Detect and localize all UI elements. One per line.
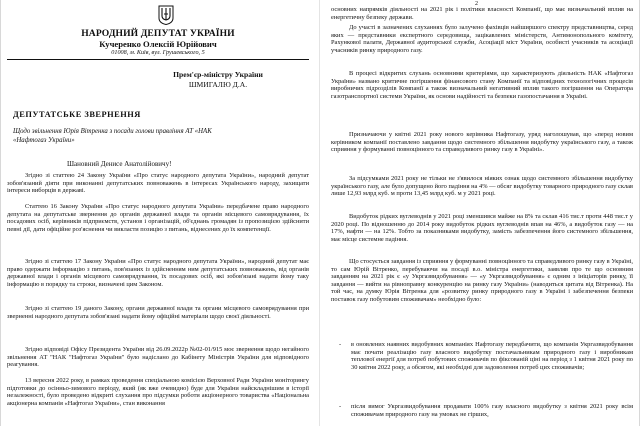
addressee-role: Прем'єр-міністру України (173, 70, 263, 79)
right-paragraph: Призначаючи у квітні 2021 року нового керівника Нафтогазу, уряд наголошував, що «перед новим керівником компанії поставлено завдання щодо системного збільшення видобутку українського газу, а також сприяння у формуванні повноцінного та справедливого ринку газу в Україні». (331, 131, 633, 154)
bullet-item: після вимог Укргазвидобування продавати 100% газу власного видобутку з квітня 2021 року всім споживачам природного газу на умовах не гірших, (351, 403, 633, 418)
greeting: Шановний Денисе Анатолійовичу! (67, 160, 172, 168)
letterhead-divider (7, 59, 309, 60)
letterhead-name: Кучеренко Олексій Юрійович (99, 39, 217, 49)
left-paragraph: Статтею 16 Закону України «Про статус народного депутата України» передбачене право народного депутата на депутатське звернення до органів державної влади та органів місцевого самоврядування, їх посадових осіб, керівників підприємств, установ і організацій, об'єднань громадян із пропозицією здійснити певні дії, дати офіційне роз'яснення чи викласти позицію з питань, віднесених до їх компетенції. (7, 203, 309, 233)
left-paragraph: 13 вересня 2022 року, в рамках проведення спеціальною комісією Верховної Ради України моніторингу підготовки до осінньо-зимового періоду, який (як вже очевидно) буде для України найскладнішим в історії незалежності, було проведено відкриті слухання про підсумки роботи акціонерного товариства «Національна акціонерна компанія «Нафтогаз України», стан виконання (7, 377, 309, 407)
ukraine-trident-emblem-icon (158, 5, 174, 25)
letterhead-address: 01008, м. Київ, вул. Грушевського, 5 (111, 49, 205, 56)
right-paragraph: В процесі відкритих слухань основними критеріями, що характеризують діяльність НАК «Нафтогаз України» названо критичне погіршення фінансового стану Компанії та відповідних технологічних процесів виробничих підрозділів Компанії а також визначальний негативний вплив такого погіршення на Оператора газотранспортної системи України, як основи надійності та безпеки газопостачання в Україні. (331, 70, 633, 100)
addressee (133, 70, 303, 90)
left-paragraph: Згідно відповіді Офісу Президента України від 26.09.2022р №02-01/915 моє звернення щодо негайного звільнення АТ "НАК "Нафтогаз України" було надіслано до Кабінету Міністрів України для відповідного реагування. (7, 346, 309, 369)
letterhead (27, 28, 289, 57)
page-number: 2 (475, 1, 478, 7)
bullet-item: в оновлених наявних видобувних компаніях Нафтогазу передбачити, що компанія Укргазвидобування має почати реалізацію газу власного видобутку постачальникам природного газу і виробникам теплової енергії для потреб побутових споживачів по фіксованій ціні на період з 1 квітня 2021 року по 30 квітня 2022 року, а обсягом, які необхідні для задоволення потреб цих споживачів; (351, 341, 633, 371)
left-paragraph: Згідно зі статтею 19 даного Закону, органи державної влади та органи місцевого самоврядування при зверненні народного депутата зобов'язані надати йому офіційні матеріали щодо своєї діяльності. (7, 305, 309, 320)
right-paragraph: До участі в зазначених слуханнях було залучено фахівців найширшого спектру представництва, серед яких — представники експертного середовища, зацікавлених міністерств, Антимонопольного комітету, Рахункової палати, Державної аудиторської служби, Асоціації міст України, особисті учасників та асоціації учасників ринку природного газу. (331, 24, 633, 54)
addressee-name: ШМИГАЛЮ Д.А. (188, 80, 248, 89)
left-paragraph: Згідно зі статтею 17 Закону України «Про статус народного депутата України», народний депутат має право одержати інформацію з питань, пов'язаних із здійсненням ним депутатських повноважень, від органів державної влади і органів місцевого самоврядування, їх посадових осіб, які зобов'язані надати йому таку інформацію в порядку та строки, визначені цим Законом. (7, 258, 309, 288)
left-paragraph: Згідно зі статтею 24 Закону України «Про статус народного депутата України», народний депутат зобов'язаний діяти при виконанні депутатських повноважень в інтересах Українського народу, захищати інтереси виборців в державі. (7, 172, 309, 195)
right-paragraph: Що стосується завдання із сприяння у формуванні повноцінного та справедливого ринку газу в Україні, то сам Юрій Вітренко, перебуваючи на посаді в.о. міністра енергетики, заявляв про те що основним завданням на 2021 рік є «у Укргазвидобування» — «у Укргазвидобування» є одним з ініціаторів ринку, її завдання — вийти на рівноправну конкуренцію на ринку газу України» (наводиться цитата від Вітренка). На той час, на думку Юрія Вітренка для «розвитку ринку природного газу в Україні і забезпечення безпеки поставок газу побутовим споживачам» необхідно було: (331, 258, 633, 303)
letterhead-title: НАРОДНИЙ ДЕПУТАТ УКРАЇНИ (81, 28, 235, 39)
document-subject: Щодо звільнення Юрія Вітренка з посади голови правління АТ «НАК «Нафтогаз України» (13, 128, 212, 144)
right-paragraph: Видобуток рідких вуглеводнів у 2021 році зменшився майже на 8% та склав 416 тис.т проти 448 тис.т у 2020 році. По відношенню до 2014 року видобуток рідких вуглеводнів впав на 46%, а видобуток газу — на 17%, нафти — на 12%. Тобто за показниками видобутку, замість забезпечення його системного збільшення, має місце системне падіння. (331, 213, 633, 243)
bullet-marker: - (339, 341, 342, 348)
page-gutter (319, 0, 320, 426)
left-page (7, 0, 309, 426)
right-paragraph: За підсумками 2021 року не тільки не з'явилося ніяких ознак щодо системного збільшення видобутку українського газу, але було допущено його падіння на 4% — обсяг видобутку товарного природного газу склав лише 12,93 млрд куб. м проти 13,45 млрд куб. м у 2021 році. (331, 175, 633, 198)
right-page (331, 0, 633, 426)
bullet-marker: - (339, 403, 342, 410)
right-paragraph: основних напрямків діяльності на 2021 рік і політики власності Компанії, що має визначальний вплив на енергетичну безпеку держави. (331, 6, 633, 21)
document-title: ДЕПУТАТСЬКЕ ЗВЕРНЕННЯ (13, 110, 141, 119)
